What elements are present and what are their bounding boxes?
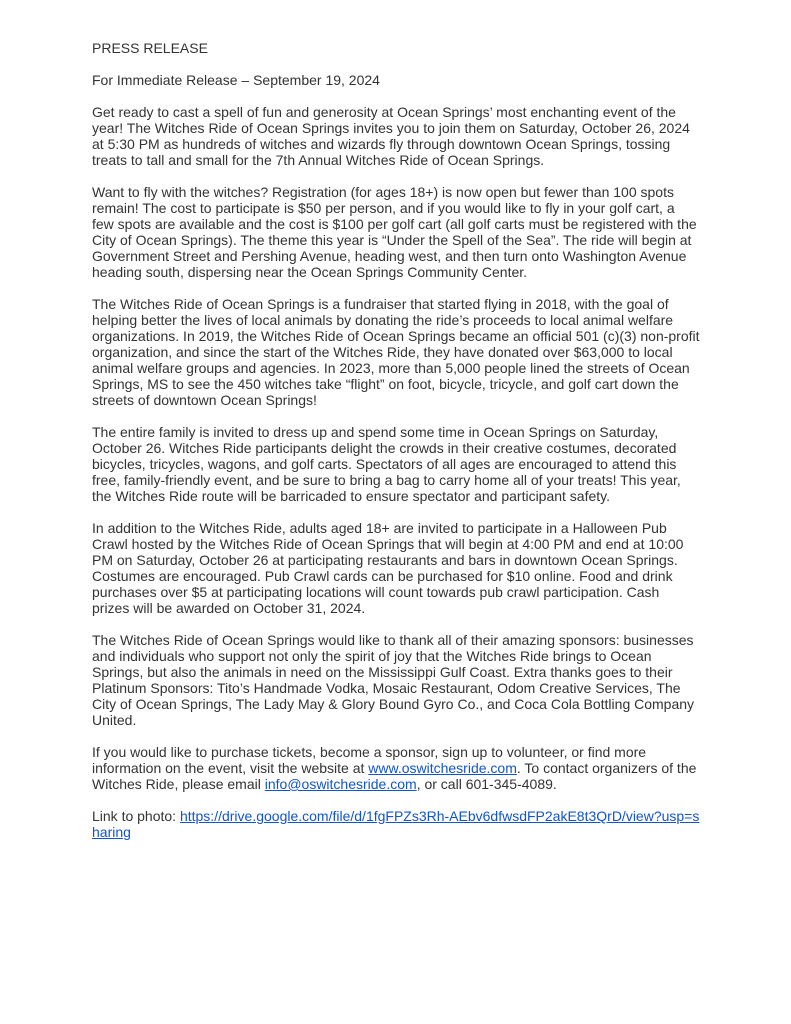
press-release-label: PRESS RELEASE <box>92 40 208 56</box>
contact-text-after-email: , or call 601-345-4089. <box>416 776 557 792</box>
body-paragraph-intro: Get ready to cast a spell of fun and generosity at Ocean Springs’ most enchanting event of the year! The Witches Ride of Ocean Springs invites you to join them on Saturday, October 26, 2024 at 5:30 PM as hundreds of witches and wizards fly through downtown Ocean Springs, tossing treats to tall and small for the 7th Annual Witches Ride of Ocean Springs. <box>92 104 690 168</box>
body-paragraph-fundraiser-history: The Witches Ride of Ocean Springs is a fundraiser that started flying in 2018, with the goal of helping better the lives of local animals by donating the ride’s proceeds to local animal welfare organizations. In 2019, the Witches Ride of Ocean Springs became an official 501 (c)(3) non-profit organization, and since the start of the Witches Ride, they have donated over $63,000 to local animal welfare groups and agencies. In 2023, more than 5,000 people lined the streets of Ocean Springs, MS to see the 450 witches take “flight” on foot, bicycle, tricycle, and golf cart down the streets of downtown Ocean Springs! <box>92 296 700 408</box>
contact-text-before-website: If you would like to purchase tickets, become a sponsor, sign up to volunteer, or find more information on the event, visit the website at <box>92 744 647 776</box>
body-paragraph-pub-crawl: In addition to the Witches Ride, adults aged 18+ are invited to participate in a Halloween Pub Crawl hosted by the Witches Ride of Ocean Springs that will begin at 4:00 PM and end at 10:00 PM on Saturday, October 26 at participating restaurants and bars in downtown Ocean Springs. Costumes are encouraged. Pub Crawl cards can be purchased for $10 online. Food and drink purchases over $5 at participating locations will count towards pub crawl participation. Cash prizes will be awarded on October 31, 2024. <box>92 520 684 616</box>
body-paragraph-family-event: The entire family is invited to dress up and spend some time in Ocean Springs on Saturday, October 26. Witches Ride participants delight the crowds in their creative costumes, decorated bicycles, tricycles, wagons, and golf carts. Spectators of all ages are encouraged to attend this free, family-friendly event, and be sure to bring a bag to carry home all of your treats! This year, the Witches Ride route will be barricaded to ensure spectator and participant safety. <box>92 424 681 504</box>
photo-link-paragraph <box>92 808 700 840</box>
photo-url-link[interactable]: https://drive.google.com/file/d/1fgFPZs3Rh-AEbv6dfwsdFP2akE8t3QrD/view?usp=sharing <box>92 808 700 840</box>
contact-paragraph <box>92 744 700 792</box>
photo-link-label: Link to photo: <box>92 808 180 824</box>
email-link[interactable]: info@oswitchesride.com <box>264 776 417 792</box>
contact-text-between-links: . To contact organizers of the Witches Ride, please email <box>92 760 697 792</box>
body-paragraph-sponsors: The Witches Ride of Ocean Springs would like to thank all of their amazing sponsors: businesses and individuals who support not only the spirit of joy that the Witches Ride brings to Ocean Springs, but also the animals in need on the Mississippi Gulf Coast. Extra thanks goes to their Platinum Sponsors: Tito’s Handmade Vodka, Mosaic Restaurant, Odom Creative Services, The City of Ocean Springs, The Lady May & Glory Bound Gyro Co., and Coca Cola Bottling Company United. <box>92 632 695 728</box>
dateline: For Immediate Release – September 19, 2024 <box>92 72 380 88</box>
website-link[interactable]: www.oswitchesride.com <box>368 760 517 776</box>
body-paragraph-registration: Want to fly with the witches? Registration (for ages 18+) is now open but fewer than 100 spots remain! The cost to participate is $50 per person, and if you would like to fly in your golf cart, a few spots are available and the cost is $100 per golf cart (all golf carts must be registered with the City of Ocean Springs). The theme this year is “Under the Spell of the Sea”. The ride will begin at Government Street and Pershing Avenue, heading west, and then turn onto Washington Avenue heading south, dispersing near the Ocean Springs Community Center. <box>92 184 697 280</box>
